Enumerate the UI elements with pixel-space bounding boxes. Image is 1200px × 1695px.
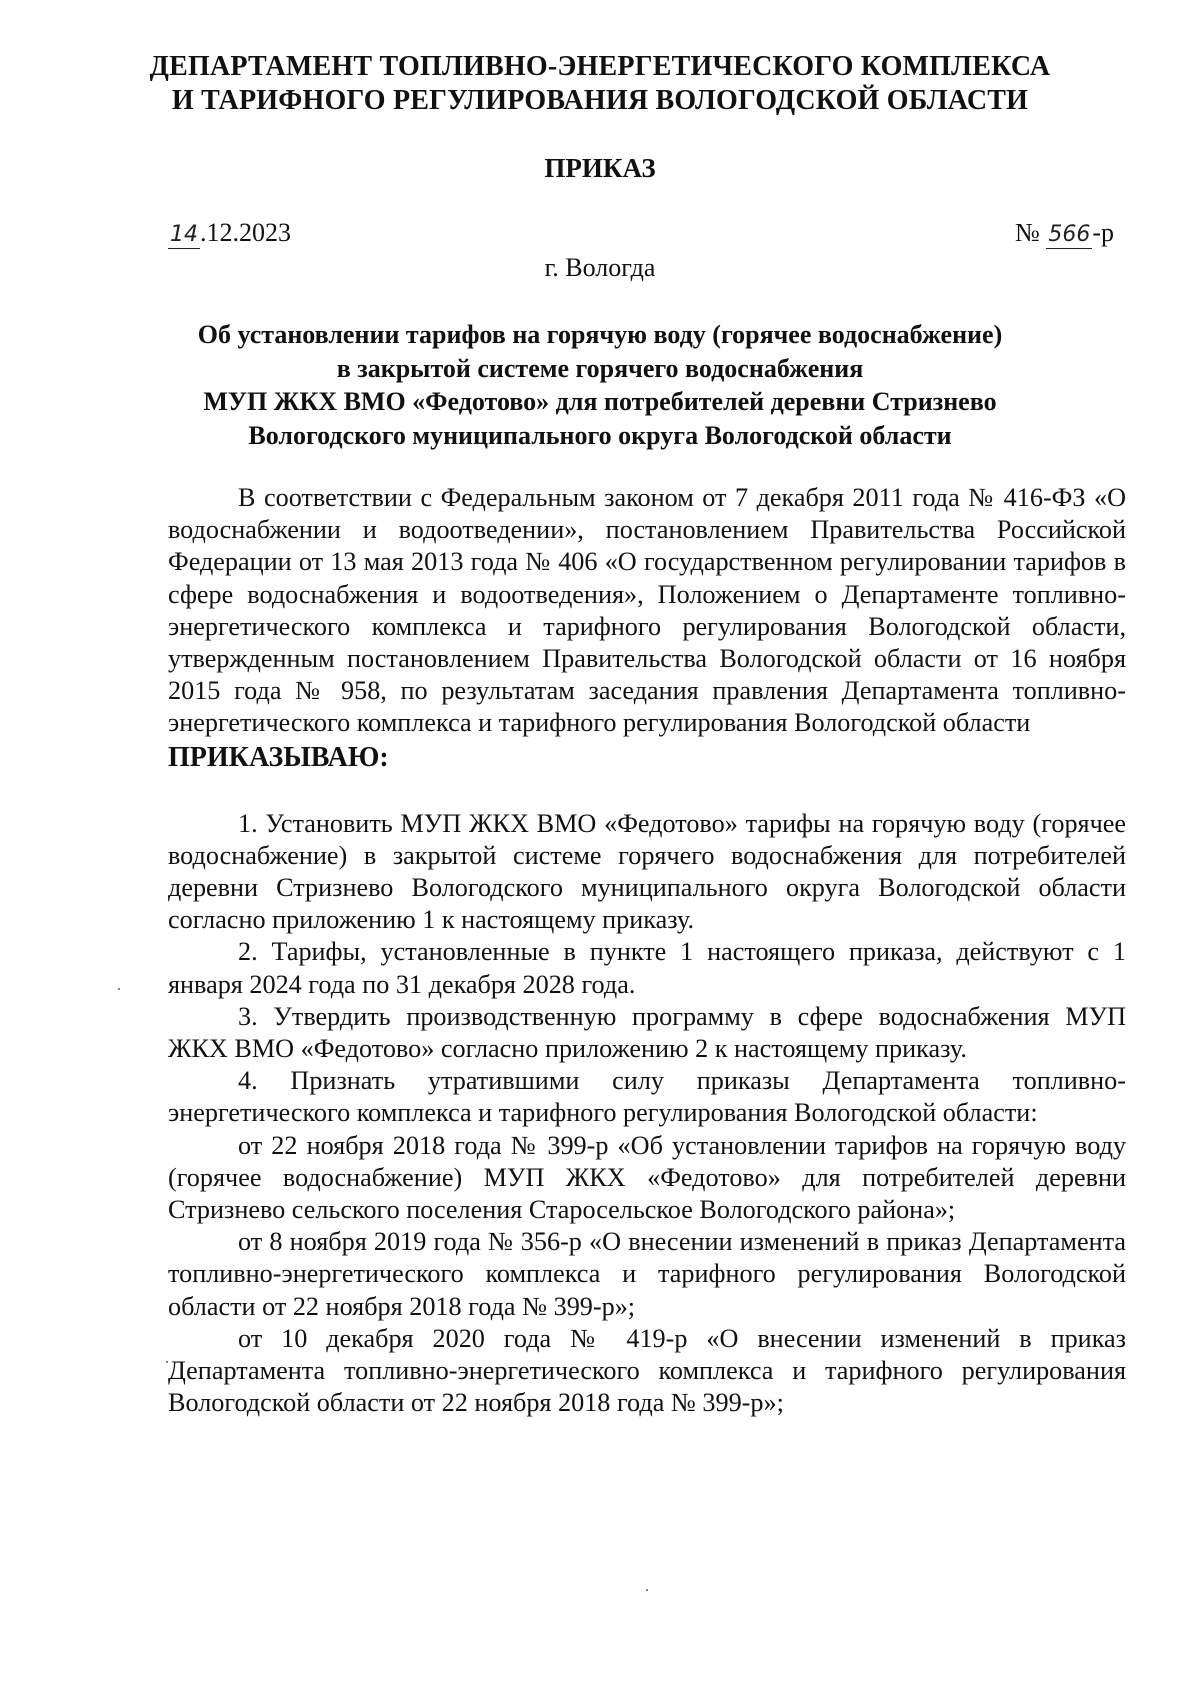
revoked-order-3: от 10 декабря 2020 года № 419-р «О внесении изменений в приказ Департамента топливно-энергетического комплекса и тарифного регулирования Вологодской области от 22 ноября 2018 года № 399-р»; [168,1323,1126,1418]
city-name: г. Вологда [544,253,656,282]
preamble-paragraph: В соответствии с Федеральным законом от 7 декабря 2011 года № 416-ФЗ «О водоснабжении и водоотведении», постановлением Правительства Российской Федерации от 13 мая 2013 года № 406 «О государственном регулировании тарифов в сфере водоснабжения и водоотведения», Положением о Департаменте топливно-энергетического комплекса и тарифного регулирования Вологодской области, утвержденным постановлением Правительства Вологодской области от 16 ноября 2015 года № 958, по результатам заседания правления Департамента топливно-энергетического комплекса и тарифного регулирования Вологодской области [168,483,1126,738]
handwritten-day: 14 [170,222,198,247]
order-date [168,217,291,249]
document-type-title: ПРИКАЗ [544,153,656,183]
department-header [0,50,1200,118]
department-line-1: ДЕПАРТАМЕНТ ТОПЛИВНО-ЭНЕРГЕТИЧЕСКОГО КОМПЛЕКСА [149,51,1051,82]
date-month-year: .12.2023 [200,218,291,247]
item-2: 2. Тарифы, установленные в пункте 1 настоящего приказа, действуют с 1 января 2024 года по 31 декабря 2028 года. [168,937,1126,999]
order-body [168,482,1126,1419]
subject-line-3: МУП ЖКХ ВМО «Федотово» для потребителей деревни Стризнево [203,387,997,416]
scan-speck [118,988,120,990]
subject-line-1: Об установлении тарифов на горячую воду (горячее водоснабжение) [197,320,1003,349]
revoked-order-2: от 8 ноября 2019 года № 356-р «О внесении изменений в приказ Департамента топливно-энергетического комплекса и тарифного регулирования Вологодской области от 22 ноября 2018 года № 399-р»; [168,1227,1126,1321]
subject-line-4: Вологодского муниципального округа Вологодской области [248,420,952,450]
item-4: 4. Признать утратившими силу приказы Департамента топливно-энергетического комплекса и тарифного регулирования Вологодской области: [168,1066,1126,1128]
item-1: 1. Установить МУП ЖКХ ВМО «Федотово» тарифы на горячую воду (горячее водоснабжение) в закрытой системе горячего водоснабжения для потребителей деревни Стризнево Вологодского муниципального округа Вологодской области согласно приложению 1 к настоящему приказу. [168,808,1126,935]
subject-line-2: в закрытой системе горячего водоснабжения [336,353,864,383]
order-number [1015,217,1114,249]
scan-speck [646,1589,648,1591]
item-3: 3. Утвердить производственную программу в сфере водоснабжения МУП ЖКХ ВМО «Федотово» согласно приложению 2 к настоящему приказу. [168,1001,1126,1064]
number-sign: № [1015,218,1040,247]
number-suffix: -р [1092,218,1114,247]
decree-word: ПРИКАЗЫВАЮ: [168,741,389,773]
handwritten-number: 566 [1048,222,1091,247]
scan-speck [166,1361,168,1363]
department-line-2: И ТАРИФНОГО РЕГУЛИРОВАНИЯ ВОЛОГОДСКОЙ ОБЛАСТИ [171,85,1029,116]
order-subject [0,318,1200,452]
revoked-order-1: от 22 ноября 2018 года № 399-р «Об установлении тарифов на горячую воду (горячее водоснабжение) МУП ЖКХ «Федотово» для потребителей деревни Стризнево сельского поселения Старосельское Вологодского района»; [168,1130,1126,1225]
